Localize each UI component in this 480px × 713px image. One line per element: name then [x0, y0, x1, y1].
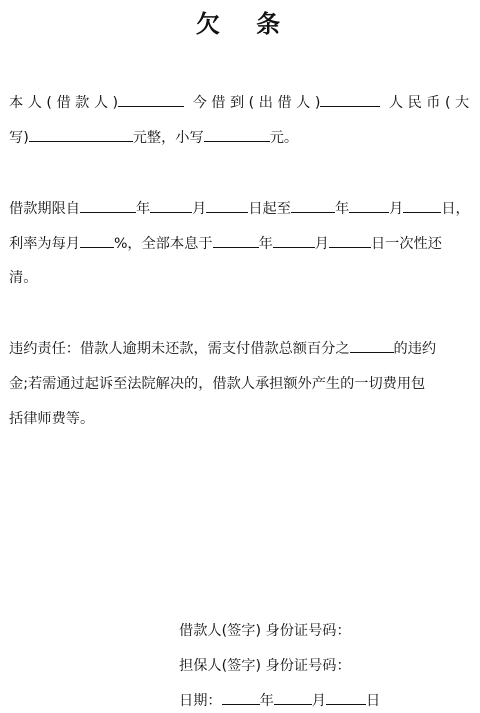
end-month-blank[interactable]: [349, 198, 389, 213]
year-label: 年: [135, 201, 151, 217]
paragraph-2-line-3: 清。: [9, 270, 38, 286]
year-label: 年: [259, 693, 274, 709]
penalty-label: 的违约: [393, 341, 437, 357]
penalty-percent-blank[interactable]: [350, 338, 394, 353]
end-year-blank[interactable]: [291, 198, 335, 213]
day-end-label: 日，: [441, 201, 470, 217]
year-label: 年: [258, 236, 273, 252]
loan-term-label: 借款期限自: [9, 201, 80, 217]
borrower-name-blank[interactable]: [118, 92, 184, 107]
start-day-blank[interactable]: [206, 198, 248, 213]
repay-label: %，全部本息于: [113, 236, 213, 252]
start-month-blank[interactable]: [150, 198, 192, 213]
yuan-label: 元。: [269, 130, 299, 146]
repay-day-blank[interactable]: [329, 233, 371, 248]
repay-year-blank[interactable]: [213, 233, 259, 248]
repay-once-label: 日一次性还: [370, 236, 442, 252]
paragraph-1-line-1: [9, 92, 469, 113]
borrower-signature-line: 借款人(签字) 身份证号码：: [179, 623, 351, 639]
capital-label: 写): [9, 130, 29, 146]
capital-amount-blank[interactable]: [29, 127, 133, 142]
breach-label: 违约责任：借款人逾期未还款，需支付借款总额百分之: [9, 341, 350, 357]
month-label: 月: [389, 201, 404, 217]
date-month-blank[interactable]: [274, 690, 312, 705]
day-from-label: 日起至: [248, 201, 291, 217]
borrower-label: 本 人 ( 借 款 人 ): [9, 95, 119, 111]
date-line: [179, 690, 380, 711]
date-day-blank[interactable]: [326, 690, 366, 705]
paragraph-3-line-3: 括律师费等。: [9, 411, 95, 427]
month-label: 月: [192, 201, 207, 217]
year-label: 年: [334, 201, 350, 217]
repay-month-blank[interactable]: [273, 233, 315, 248]
date-year-blank[interactable]: [222, 690, 260, 705]
interest-label: 利率为每月: [9, 236, 80, 252]
paragraph-2-line-2: [9, 233, 442, 254]
paragraph-1-line-2: [9, 127, 298, 148]
start-year-blank[interactable]: [80, 198, 136, 213]
interest-rate-blank[interactable]: [80, 233, 114, 248]
paragraph-3-line-1: [9, 338, 436, 359]
paragraph-3-line-2: 金;若需通过起诉至法院解决的，借款人承担额外产生的一切费用包: [9, 376, 426, 392]
rmb-label: 人 民 币 ( 大: [388, 95, 470, 111]
month-label: 月: [314, 236, 329, 252]
day-label: 日: [365, 693, 381, 709]
lowercase-label: 元整，小写: [132, 130, 204, 146]
guarantor-signature-line: 担保人(签字) 身份证号码：: [179, 658, 351, 674]
lowercase-amount-blank[interactable]: [204, 127, 270, 142]
end-day-blank[interactable]: [403, 198, 441, 213]
paragraph-2-line-1: [9, 198, 470, 219]
date-label: 日期：: [179, 693, 222, 709]
month-label: 月: [311, 693, 326, 709]
lender-label: 今 借 到 ( 出 借 人 ): [192, 95, 321, 111]
document-title: 欠 条: [195, 9, 295, 38]
lender-name-blank[interactable]: [320, 92, 380, 107]
